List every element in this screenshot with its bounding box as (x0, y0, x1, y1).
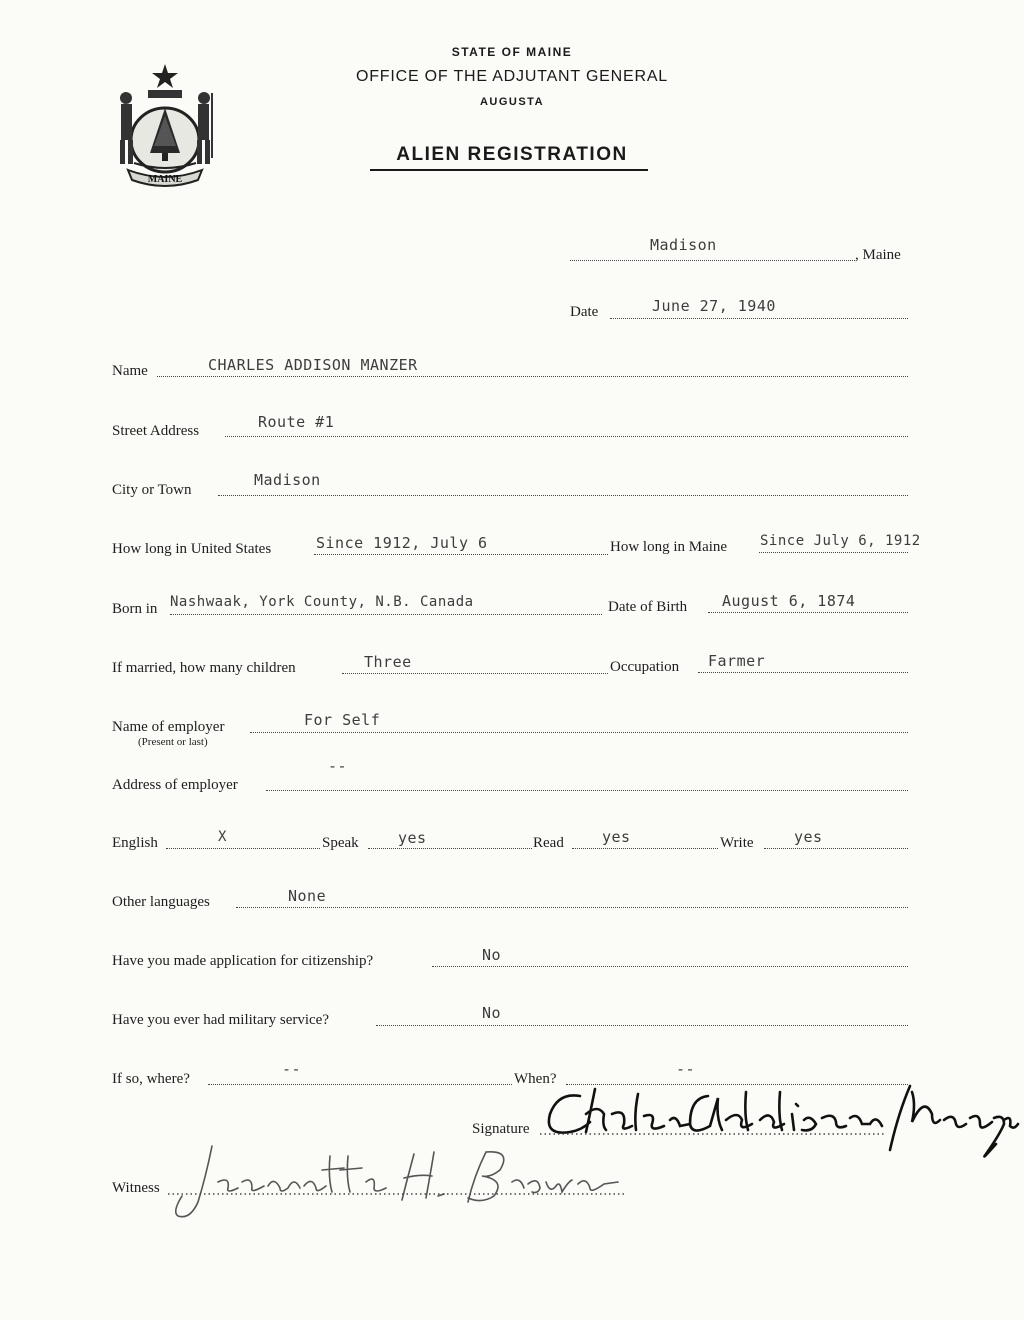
born-in-label: Born in (112, 601, 158, 617)
us-duration-dotted-line (314, 554, 608, 555)
write-label: Write (720, 835, 754, 851)
maine-duration-value: Since July 6, 1912 (760, 533, 921, 549)
signature-label: Signature (472, 1121, 530, 1137)
us-duration-label: How long in United States (112, 541, 272, 557)
occupation-value: Farmer (708, 652, 766, 670)
form-title: ALIEN REGISTRATION (396, 144, 628, 165)
read-label: Read (533, 835, 564, 851)
employer-sublabel: (Present or last) (138, 736, 208, 748)
born-in-dotted-line (170, 614, 602, 615)
occupation-dotted-line (698, 672, 908, 673)
place-dotted-line (570, 260, 855, 261)
name-dotted-line (157, 376, 908, 377)
header-city: AUGUSTA (479, 96, 545, 108)
citizenship-label: Have you made application for citizenship? (112, 953, 374, 969)
name-label: Name (112, 363, 148, 379)
write-value: yes (794, 828, 823, 846)
employer-address-label: Address of employer (112, 777, 238, 793)
header-office: OFFICE OF THE ADJUTANT GENERAL (355, 68, 669, 85)
place-suffix: , Maine (855, 247, 901, 263)
employer-label: Name of employer (112, 719, 225, 735)
maine-duration-label: How long in Maine (610, 539, 728, 555)
employer-address-dotted-line (266, 790, 908, 791)
read-value: yes (602, 828, 631, 846)
write-dotted-line (764, 848, 908, 849)
dob-dotted-line (708, 612, 908, 613)
citizenship-value: No (482, 946, 502, 964)
occupation-label: Occupation (610, 659, 680, 675)
witness-label: Witness (112, 1180, 160, 1196)
children-dotted-line (342, 673, 608, 674)
dob-label: Date of Birth (608, 599, 688, 615)
children-value: Three (364, 653, 412, 671)
other-languages-value: None (288, 887, 327, 905)
english-label: English (112, 835, 158, 851)
employer-address-value: -- (328, 757, 348, 775)
name-value: CHARLES ADDISON MANZER (208, 356, 418, 374)
read-dotted-line (572, 848, 718, 849)
title-underline (370, 169, 648, 171)
witness-handwriting-icon (168, 1136, 628, 1226)
employer-dotted-line (250, 732, 908, 733)
city-label: City or Town (112, 482, 192, 498)
date-label: Date (570, 304, 599, 320)
english-value: X (218, 829, 227, 845)
other-languages-dotted-line (236, 907, 908, 908)
where-label: If so, where? (112, 1071, 190, 1087)
military-label: Have you ever had military service? (112, 1012, 329, 1028)
date-dotted-line (610, 318, 908, 319)
when-label: When? (514, 1071, 557, 1087)
city-value: Madison (254, 471, 321, 489)
street-value: Route #1 (258, 413, 335, 431)
english-dotted-line (166, 848, 320, 849)
speak-dotted-line (368, 848, 532, 849)
children-label: If married, how many children (112, 660, 296, 676)
citizenship-dotted-line (432, 966, 908, 967)
city-dotted-line (218, 495, 908, 496)
dob-value: August 6, 1874 (722, 592, 856, 610)
maine-duration-dotted-line (759, 552, 908, 553)
seal-banner-text: MAINE (147, 174, 183, 185)
date-value: June 27, 1940 (652, 297, 776, 315)
speak-label: Speak (322, 835, 359, 851)
military-dotted-line (376, 1025, 908, 1026)
place-value: Madison (650, 236, 717, 254)
where-value: -- (282, 1060, 302, 1078)
employer-value: For Self (304, 711, 381, 729)
where-dotted-line (208, 1084, 512, 1085)
us-duration-value: Since 1912, July 6 (316, 534, 488, 552)
born-in-value: Nashwaak, York County, N.B. Canada (170, 594, 474, 610)
speak-value: yes (398, 829, 427, 847)
street-dotted-line (225, 436, 908, 437)
header-state: STATE OF MAINE (451, 45, 573, 59)
other-languages-label: Other languages (112, 894, 210, 910)
when-value: -- (676, 1060, 696, 1078)
street-label: Street Address (112, 423, 200, 439)
military-value: No (482, 1004, 502, 1022)
